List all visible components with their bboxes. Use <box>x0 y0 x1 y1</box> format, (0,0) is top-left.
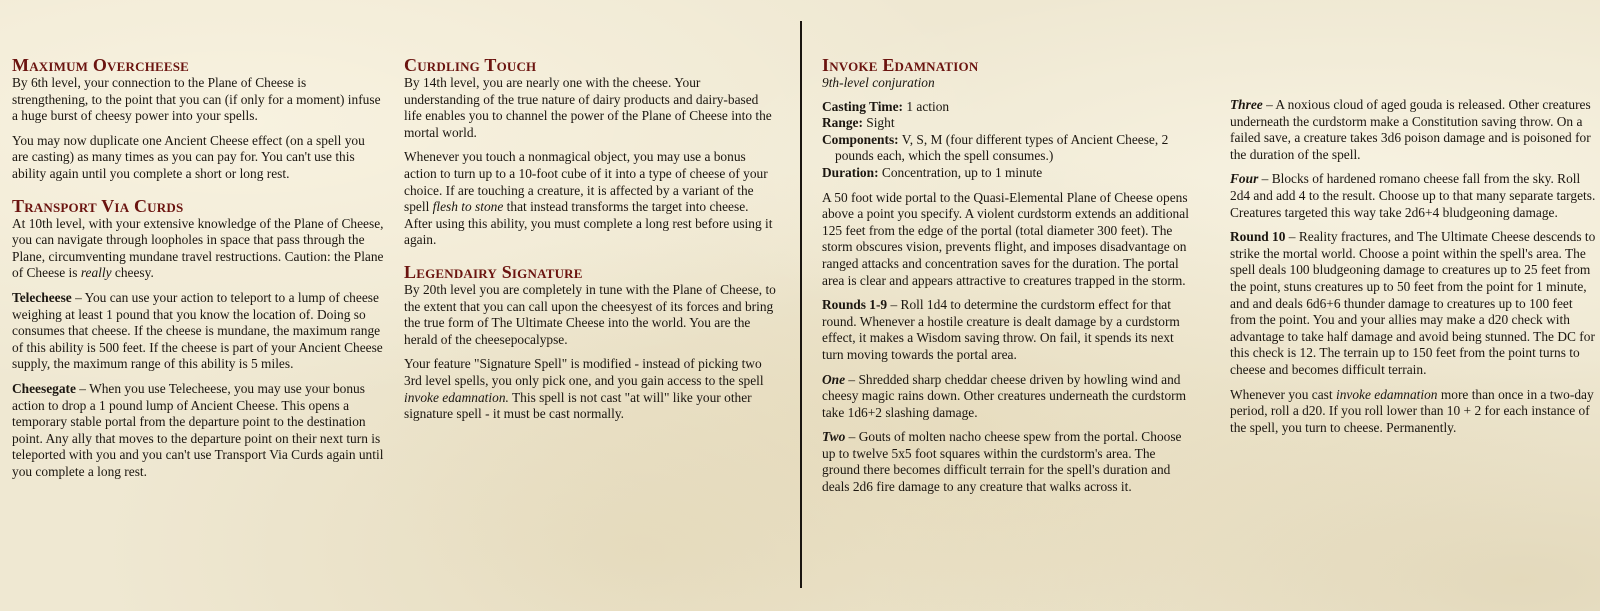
stat-label: Casting Time: <box>822 98 903 114</box>
section-maximum-overcheese <box>12 56 384 183</box>
feature-text: – When you use Telecheese, you may use your bonus action to drop a 1 pound lump of Ancient Cheese. This opens a temporary stable portal from the departure point to the destination point. Any ally that moves to the departure point on their next turn is teleported with you and you can't use Transport Via Curds again until you complete a long rest. <box>12 380 384 479</box>
emphasis-text: really <box>80 265 112 281</box>
text: At 10th level, with your extensive knowledge of the Plane of Cheese, you can navigate through loopholes in space that pass through the Plane, circumventing mundane travel restructions. Caution: the Plane of Cheese is <box>12 215 384 281</box>
paragraph <box>404 356 776 422</box>
spell-name: flesh to stone <box>432 199 504 215</box>
stat-components <box>822 132 1194 165</box>
feature-text: – Reality fractures, and The Ultimate Cheese descends to strike the mortal world. Choose a point within the spell's area. The spell deals 100 bludgeoning damage to creatures up to 25 feet from the point, stuns creatures up to 50 feet from the point for 1 minute, and and deals 6d6+6 thunder damage to creatures up to 100 feet from the point. You and your allies may make a d20 check with advantage to take half damage and avoid being stunned. The DC for this check is 12. The terrain up to 150 feet from the point turns to cheese and becomes difficult terrain. <box>1230 229 1596 377</box>
effect-text: – Blocks of hardened romano cheese fall from the sky. Roll 2d4 and add 4 to the result. Choose up to that many separate targets. Creatures targeted this way take 2d6+4 bludgeoning damage. <box>1230 171 1596 220</box>
effect-one <box>822 372 1194 422</box>
paragraph: By 6th level, your connection to the Plane of Cheese is strengthening, to the point that you can (if only for a moment) infuse a huge burst of cheesy power into your spells. <box>12 75 381 124</box>
effect-label: Four <box>1230 171 1259 187</box>
text: more than once in a two-day period, roll a d20. If you roll lower than 10 + 2 for each instance of the spell, you turn to cheese. Permanently. <box>1230 386 1594 435</box>
effect-three <box>1230 97 1600 163</box>
feature-text: – Roll 1d4 to determine the curdstorm effect for that round. Whenever a hostile creature is dealt damage by a curdstorm effect, it makes a Wisdom saving throw. On fail, it spends its next turn moving towards the portal area. <box>822 297 1180 362</box>
text: Your feature "Signature Spell" is modified - instead of picking two 3rd level spells, you only pick one, and you gain access to the spell <box>404 356 764 388</box>
effect-text: – Gouts of molten nacho cheese spew from the portal. Choose up to twelve 5x5 foot squares within the curdstorm's area. The ground there becomes difficult terrain for the spell's duration and deals 2d6 fire damage to any creature that walks across it. <box>822 429 1182 495</box>
spell-name: invoke edamnation. <box>404 389 509 405</box>
paragraph <box>404 149 776 249</box>
stat-range <box>822 115 1194 132</box>
spell-block-invoke-edamnation <box>822 56 1194 496</box>
section-legendairy-signature <box>404 263 776 423</box>
column-4 <box>1230 97 1600 444</box>
effect-label: One <box>822 371 846 387</box>
paragraph: You may now duplicate one Ancient Cheese effect (on a spell you are casting) as many times as you can pay for. You can't use this ability again until you complete a short or long rest. <box>12 132 365 181</box>
heading-invoke-edamnation: Invoke Edamnation <box>822 55 979 75</box>
effect-label: Two <box>822 429 846 445</box>
text: Whenever you cast <box>1230 386 1336 402</box>
stat-label: Duration: <box>822 164 879 180</box>
spell-stats <box>822 99 1194 182</box>
column-1 <box>12 56 384 489</box>
stat-value: 1 action <box>902 98 950 114</box>
stat-duration <box>822 165 1194 182</box>
paragraph <box>12 216 384 282</box>
repeat-cast-warning <box>1230 387 1600 437</box>
text: This spell is not cast "at will" like your other signature spell - it must be cast normally. <box>404 389 752 422</box>
feature-telecheese <box>12 290 384 373</box>
stat-value: Sight <box>862 115 895 131</box>
effect-four <box>1230 171 1600 221</box>
section-transport-via-curds <box>12 197 384 481</box>
stat-casting-time <box>822 99 1194 116</box>
feature-text: – You can use your action to teleport to a lump of cheese weighing at least 1 pound that you know the location of. Doing so consumes that cheese. If the cheese is mundane, the maximum range of this ability is 500 feet. If the cheese is part of your Ancient Cheese supply, the maximum range of this ability is 5 miles. <box>12 289 383 372</box>
stat-value: V, S, M (four different types of Ancient Cheese, 2 pounds each, which the spell consumes.) <box>835 131 1169 164</box>
heading-curdling-touch: Curdling Touch <box>404 55 537 75</box>
feature-label: Rounds 1-9 <box>822 297 888 313</box>
feature-label: Cheesegate <box>12 380 76 396</box>
effect-text: – Shredded sharp cheddar cheese driven by howling wind and cheesy magic rains down. Other creatures underneath the curdstorm take 1d6+2 slashing damage. <box>822 371 1187 420</box>
feature-label: Telecheese <box>12 289 72 305</box>
spell-description: A 50 foot wide portal to the Quasi-Elemental Plane of Cheese opens above a point you specify. A violent curdstorm extends an additional 125 feet from the edge of the portal (total diameter 300 feet). The storm obscures vision, prevents flight, and imposes disadvantage on ranged attacks and concentration saves for the duration. The portal area is clear and appears attractive to creatures trapped in the storm. <box>822 189 1189 288</box>
stat-value: Concentration, up to 1 minute <box>878 164 1043 180</box>
column-divider <box>800 21 802 588</box>
text: cheesy. <box>111 265 154 281</box>
spell-rounds-1-9 <box>822 297 1194 363</box>
spell-name: invoke edamnation <box>1335 386 1438 402</box>
column-2 <box>404 56 776 432</box>
effect-two <box>822 429 1194 495</box>
feature-label: Round 10 <box>1230 229 1286 245</box>
text: that instead transforms the target into cheese. After using this ability, you must complete a long rest before using it again. <box>404 199 773 248</box>
effect-label: Three <box>1230 97 1263 112</box>
heading-legendairy-signature: Legendairy Signature <box>404 261 583 282</box>
text: Whenever you touch a nonmagical object, you may use a bonus action to turn up to a 10-foot cube of it into a type of cheese of your choice. If are touching a creature, it is affected by a variant of the spell <box>404 149 768 215</box>
round-10 <box>1230 229 1600 378</box>
spell-school: 9th-level conjuration <box>822 75 935 90</box>
stat-label: Components: <box>822 131 899 147</box>
effect-text: – A noxious cloud of aged gouda is released. Other creatures underneath the curdstorm make a Constitution saving throw. On a failed save, a creature takes 3d6 poison damage and is poisoned for the duration of the spell. <box>1230 97 1591 162</box>
paragraph: By 14th level, you are nearly one with the cheese. Your understanding of the true nature of dairy products and dairy-based life enables you to channel the power of the Plane of Cheese into the mortal world. <box>404 75 772 140</box>
column-3 <box>822 56 1194 504</box>
feature-cheesegate <box>12 381 384 481</box>
heading-transport-via-curds: Transport Via Curds <box>12 195 184 216</box>
heading-maximum-overcheese: Maximum Overcheese <box>12 55 190 75</box>
paragraph: By 20th level you are completely in tune with the Plane of Cheese, to the extent that you can call upon the cheesyest of its forces and bring the true form of The Ultimate Cheese into the world. You are the herald of the cheesepocalypse. <box>404 281 776 347</box>
section-curdling-touch <box>404 56 776 249</box>
stat-label: Range: <box>822 115 863 131</box>
